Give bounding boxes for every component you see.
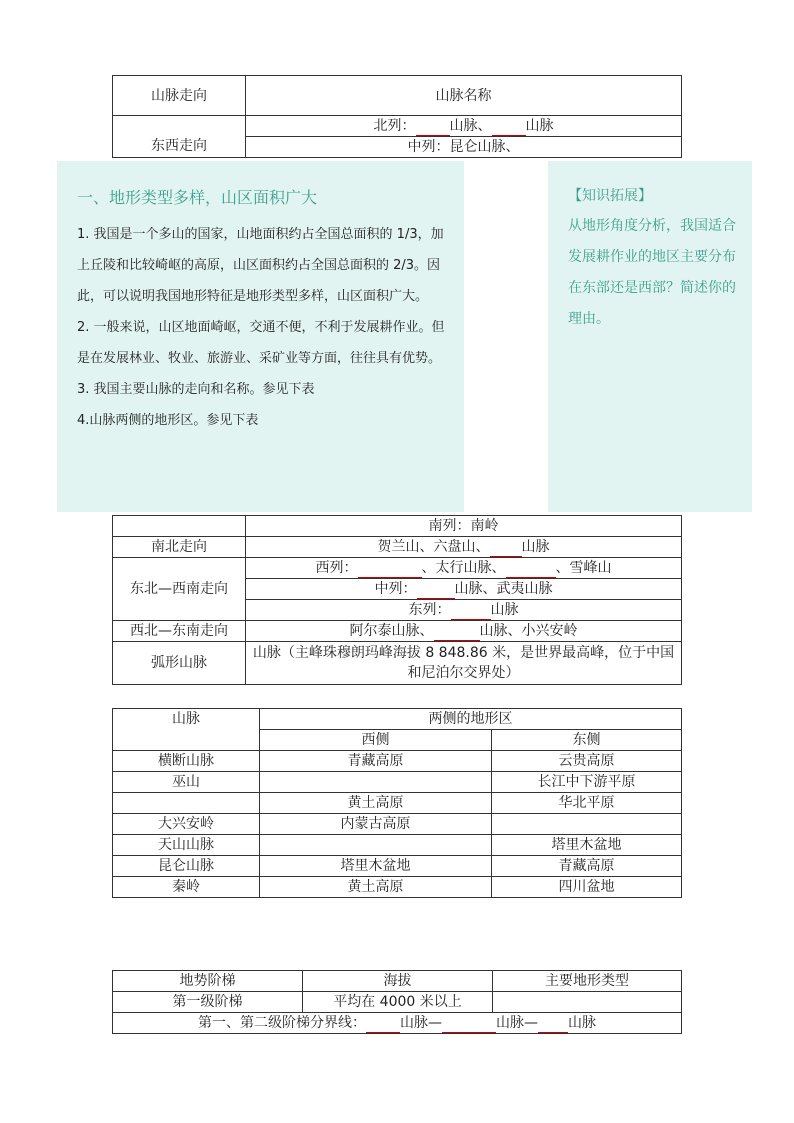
table-row [113, 835, 682, 856]
table-row [113, 751, 682, 772]
paragraph-1: 1. 我国是一个多山的国家，山地面积约占全国总面积的 1/3，加上丘陵和比较崎岖的高原，山区面积约占全国总面积的 2/3。因此，可以说明我国地形特征是地形类型多样，山区面积广大。 [77, 227, 444, 304]
cell-west: 黄土高原 [260, 793, 492, 814]
table-row [113, 814, 682, 835]
mountain-direction-table-top [112, 75, 682, 158]
arc-label: 弧形山脉 [113, 642, 246, 685]
middle-row: 中列：昆仑山脉、 [246, 137, 682, 158]
blank-line [358, 563, 422, 578]
blank-line [442, 1018, 496, 1033]
mountain-sides-table [112, 708, 682, 898]
header-step: 地势阶梯 [113, 971, 303, 992]
cell-east: 华北平原 [492, 793, 682, 814]
cell-east: 长江中下游平原 [492, 772, 682, 793]
empty-cell [113, 516, 246, 537]
table-row [113, 772, 682, 793]
cell-east: 四川盆地 [492, 877, 682, 898]
ns-label: 南北走向 [113, 537, 246, 558]
cell-east: 塔里木盆地 [492, 835, 682, 856]
blank-line [490, 542, 522, 557]
step1-type [493, 992, 682, 1013]
nw-label: 西北—东南走向 [113, 621, 246, 642]
ne-west-row: 西列： 、太行山脉、 、雪峰山 [246, 558, 682, 579]
ns-row: 贺兰山、六盘山、 山脉 [246, 537, 682, 558]
knowledge-extension-panel [548, 161, 752, 512]
paragraph-2: 2. 一般来说，山区地面崎岖，交通不便，不利于发展耕作业。但是在发展林业、牧业、旅游业、采矿业等方面，往往具有优势。 [77, 320, 445, 366]
header-altitude: 海拔 [303, 971, 493, 992]
ne-mid-row: 中列： 山脉、武夷山脉 [246, 579, 682, 600]
ne-east-row: 东列： 山脉 [246, 600, 682, 621]
nw-row: 阿尔泰山脉、 山脉、小兴安岭 [246, 621, 682, 642]
extension-text: 从地形角度分析，我国适合发展耕作业的地区主要分布在东部还是西部？简述你的理由。 [568, 218, 736, 327]
cell-west: 塔里木盆地 [260, 856, 492, 877]
table-row [113, 877, 682, 898]
blank-line [506, 563, 556, 578]
blank-line [451, 605, 491, 620]
cell-mountain [113, 793, 260, 814]
header-direction: 山脉走向 [113, 76, 246, 116]
section-title: 一、地形类型多样，山区面积广大 [77, 188, 318, 207]
boundary-row: 第一、第二级阶梯分界线： 山脉— 山脉— 山脉 [113, 1013, 682, 1034]
table-row [113, 793, 682, 814]
south-row: 南列：南岭 [246, 516, 682, 537]
arc-row: 山脉（主峰珠穆朗玛峰海拔 8 848.86 米，是世界最高峰，位于中国和尼泊尔交界处） [246, 642, 682, 685]
cell-mountain: 昆仑山脉 [113, 856, 260, 877]
table-row [113, 856, 682, 877]
cell-mountain: 秦岭 [113, 877, 260, 898]
cell-east: 云贵高原 [492, 751, 682, 772]
north-row: 北列： 山脉、 山脉 [246, 116, 682, 137]
cell-east: 青藏高原 [492, 856, 682, 877]
step1-label: 第一级阶梯 [113, 992, 303, 1013]
blank-line [416, 121, 450, 136]
cell-west [260, 835, 492, 856]
header-type: 主要地形类型 [493, 971, 682, 992]
blank-line [492, 121, 526, 136]
ne-label: 东北—西南走向 [113, 558, 246, 621]
cell-west: 青藏高原 [260, 751, 492, 772]
header-sides: 两侧的地形区 [260, 709, 682, 730]
cell-west: 黄土高原 [260, 877, 492, 898]
header-west: 西侧 [260, 730, 492, 751]
paragraph-4: 4.山脉两侧的地形区。参见下表 [77, 413, 259, 428]
paragraph-3: 3. 我国主要山脉的走向和名称。参见下表 [77, 382, 315, 397]
section-body [77, 219, 449, 436]
cell-mountain: 巫山 [113, 772, 260, 793]
blank-line [417, 584, 455, 599]
cell-east [492, 814, 682, 835]
blank-line [538, 1018, 568, 1033]
cell-mountain: 横断山脉 [113, 751, 260, 772]
blank-line [366, 1018, 400, 1033]
header-name: 山脉名称 [246, 76, 682, 116]
knowledge-panel [57, 161, 464, 512]
ew-label: 东西走向 [113, 116, 246, 158]
cell-west: 内蒙古高原 [260, 814, 492, 835]
terrain-steps-table [112, 970, 682, 1034]
cell-mountain: 天山山脉 [113, 835, 260, 856]
cell-mountain: 大兴安岭 [113, 814, 260, 835]
extension-title: 【知识拓展】 [568, 188, 652, 204]
header-east: 东侧 [492, 730, 682, 751]
cell-west [260, 772, 492, 793]
header-mountain: 山脉 [113, 709, 260, 751]
step1-altitude: 平均在 4000 米以上 [303, 992, 493, 1013]
blank-line [434, 626, 480, 641]
mountain-direction-table-bottom [112, 515, 682, 685]
